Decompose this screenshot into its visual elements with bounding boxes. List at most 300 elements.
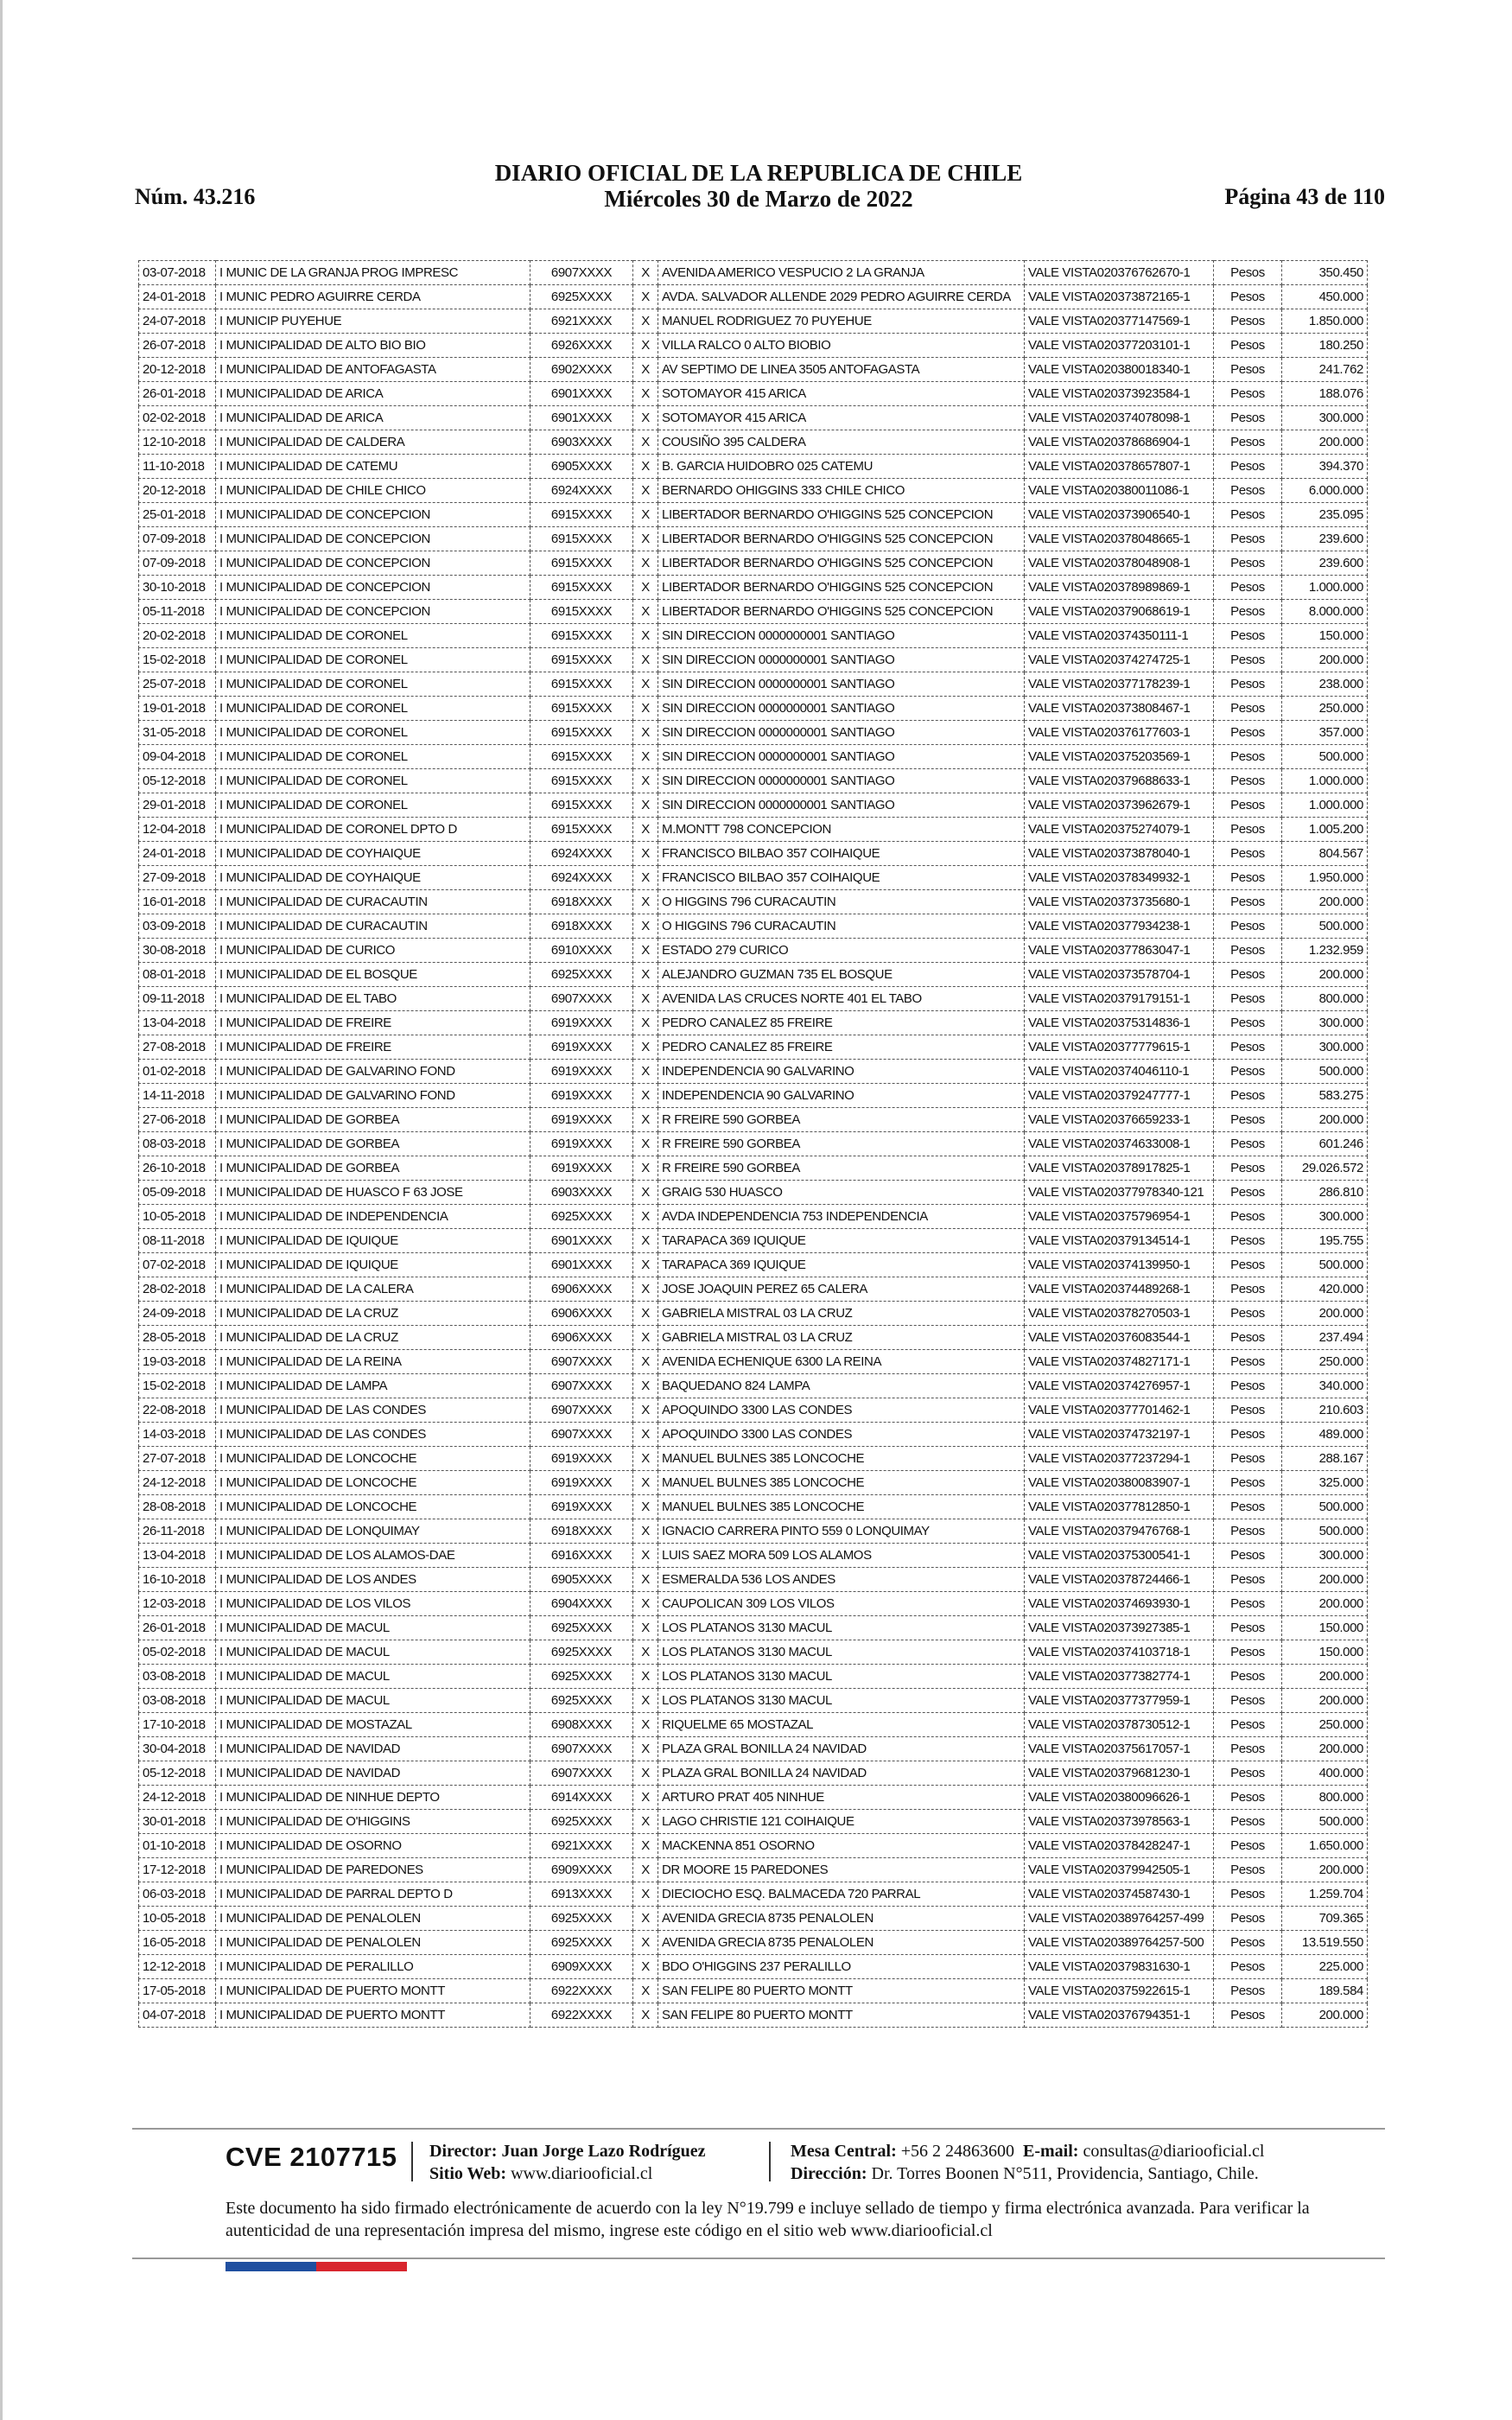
table-row xyxy=(139,406,1368,430)
code-cell: 6919XXXX xyxy=(530,1011,633,1035)
date-cell: 27-08-2018 xyxy=(139,1035,216,1060)
table-row xyxy=(139,334,1368,358)
currency-cell: Pesos xyxy=(1214,1495,1282,1519)
amount-cell: 450.000 xyxy=(1282,285,1368,309)
amount-cell: 200.000 xyxy=(1282,890,1368,914)
institution-cell: I MUNICIPALIDAD DE CORONEL xyxy=(216,648,530,672)
code-cell: 6907XXXX xyxy=(530,1737,633,1761)
document-cell: VALE VISTA020377934238-1 xyxy=(1025,914,1214,939)
table-row xyxy=(139,1689,1368,1713)
table-row xyxy=(139,963,1368,987)
table-row xyxy=(139,576,1368,600)
date-cell: 14-11-2018 xyxy=(139,1084,216,1108)
amount-cell: 400.000 xyxy=(1282,1761,1368,1786)
amount-cell: 200.000 xyxy=(1282,1665,1368,1689)
currency-cell: Pesos xyxy=(1214,1592,1282,1616)
document-cell: VALE VISTA020377203101-1 xyxy=(1025,334,1214,358)
code-cell: 6919XXXX xyxy=(530,1156,633,1181)
document-cell: VALE VISTA020378349932-1 xyxy=(1025,866,1214,890)
code-cell: 6925XXXX xyxy=(530,963,633,987)
document-cell: VALE VISTA020377237294-1 xyxy=(1025,1447,1214,1471)
address-cell: IGNACIO CARRERA PINTO 559 0 LONQUIMAY xyxy=(658,1519,1025,1544)
document-cell: VALE VISTA020375300541-1 xyxy=(1025,1544,1214,1568)
date-cell: 01-02-2018 xyxy=(139,1060,216,1084)
amount-cell: 225.000 xyxy=(1282,1955,1368,1979)
address-cell: PEDRO CANALEZ 85 FREIRE xyxy=(658,1035,1025,1060)
masthead xyxy=(132,160,1385,212)
amount-cell: 500.000 xyxy=(1282,1060,1368,1084)
mark-cell: X xyxy=(633,1084,658,1108)
date-cell: 17-10-2018 xyxy=(139,1713,216,1737)
mark-cell: X xyxy=(633,1326,658,1350)
code-cell: 6903XXXX xyxy=(530,1181,633,1205)
currency-cell: Pesos xyxy=(1214,1350,1282,1374)
institution-cell: I MUNICIPALIDAD DE CURICO xyxy=(216,939,530,963)
amount-cell: 1.000.000 xyxy=(1282,793,1368,818)
address-cell: TARAPACA 369 IQUIQUE xyxy=(658,1229,1025,1253)
amount-cell: 500.000 xyxy=(1282,745,1368,769)
code-cell: 6915XXXX xyxy=(530,503,633,527)
document-cell: VALE VISTA020374274725-1 xyxy=(1025,648,1214,672)
amount-cell: 286.810 xyxy=(1282,1181,1368,1205)
mark-cell: X xyxy=(633,1132,658,1156)
currency-cell: Pesos xyxy=(1214,963,1282,987)
institution-cell: I MUNICIPALIDAD DE PENALOLEN xyxy=(216,1907,530,1931)
date-cell: 30-08-2018 xyxy=(139,939,216,963)
table-row xyxy=(139,1810,1368,1834)
table-row xyxy=(139,1882,1368,1907)
institution-cell: I MUNICIPALIDAD DE MACUL xyxy=(216,1665,530,1689)
document-cell: VALE VISTA020377863047-1 xyxy=(1025,939,1214,963)
code-cell: 6918XXXX xyxy=(530,914,633,939)
amount-cell: 235.095 xyxy=(1282,503,1368,527)
address-cell: AVENIDA AMERICO VESPUCIO 2 LA GRANJA xyxy=(658,261,1025,285)
code-cell: 6921XXXX xyxy=(530,1834,633,1858)
address-cell: LOS PLATANOS 3130 MACUL xyxy=(658,1616,1025,1640)
document-cell: VALE VISTA020373808467-1 xyxy=(1025,697,1214,721)
mark-cell: X xyxy=(633,697,658,721)
table-row xyxy=(139,1326,1368,1350)
code-cell: 6919XXXX xyxy=(530,1447,633,1471)
amount-cell: 500.000 xyxy=(1282,1810,1368,1834)
table-row xyxy=(139,261,1368,285)
institution-cell: I MUNICIPALIDAD DE CONCEPCION xyxy=(216,576,530,600)
date-cell: 03-07-2018 xyxy=(139,261,216,285)
code-cell: 6918XXXX xyxy=(530,890,633,914)
institution-cell: I MUNICIPALIDAD DE CORONEL xyxy=(216,624,530,648)
document-cell: VALE VISTA020379476768-1 xyxy=(1025,1519,1214,1544)
date-cell: 26-07-2018 xyxy=(139,334,216,358)
amount-cell: 188.076 xyxy=(1282,382,1368,406)
table-row xyxy=(139,1084,1368,1108)
amount-cell: 300.000 xyxy=(1282,1205,1368,1229)
amount-cell: 300.000 xyxy=(1282,406,1368,430)
mark-cell: X xyxy=(633,1108,658,1132)
institution-cell: I MUNICIPALIDAD DE FREIRE xyxy=(216,1035,530,1060)
document-cell: VALE VISTA020379134514-1 xyxy=(1025,1229,1214,1253)
address-cell: INDEPENDENCIA 90 GALVARINO xyxy=(658,1060,1025,1084)
currency-cell: Pesos xyxy=(1214,1302,1282,1326)
table-row xyxy=(139,1060,1368,1084)
address-text: Dr. Torres Boonen N°511, Providencia, Santiago, Chile. xyxy=(871,2164,1259,2183)
document-cell: VALE VISTA020374732197-1 xyxy=(1025,1423,1214,1447)
code-cell: 6919XXXX xyxy=(530,1132,633,1156)
institution-cell: I MUNICIPALIDAD DE FREIRE xyxy=(216,1011,530,1035)
code-cell: 6913XXXX xyxy=(530,1882,633,1907)
document-cell: VALE VISTA020374103718-1 xyxy=(1025,1640,1214,1665)
table-row xyxy=(139,1447,1368,1471)
issue-number: Núm. 43.216 xyxy=(135,184,256,209)
address-cell: APOQUINDO 3300 LAS CONDES xyxy=(658,1398,1025,1423)
document-cell: VALE VISTA020389764257-499 xyxy=(1025,1907,1214,1931)
date-cell: 24-12-2018 xyxy=(139,1471,216,1495)
table-row xyxy=(139,866,1368,890)
institution-cell: I MUNICIPALIDAD DE INDEPENDENCIA xyxy=(216,1205,530,1229)
date-cell: 14-03-2018 xyxy=(139,1423,216,1447)
currency-cell: Pesos xyxy=(1214,358,1282,382)
address-cell: MACKENNA 851 OSORNO xyxy=(658,1834,1025,1858)
table-row xyxy=(139,1786,1368,1810)
address-cell: VILLA RALCO 0 ALTO BIOBIO xyxy=(658,334,1025,358)
institution-cell: I MUNICIPALIDAD DE ARICA xyxy=(216,406,530,430)
currency-cell: Pesos xyxy=(1214,866,1282,890)
director-label: Director: xyxy=(429,2142,498,2161)
page-header xyxy=(132,160,1385,220)
institution-cell: I MUNICIPALIDAD DE CORONEL xyxy=(216,793,530,818)
date-cell: 12-03-2018 xyxy=(139,1592,216,1616)
amount-cell: 180.250 xyxy=(1282,334,1368,358)
date-cell: 09-04-2018 xyxy=(139,745,216,769)
document-cell: VALE VISTA020380018340-1 xyxy=(1025,358,1214,382)
date-cell: 12-04-2018 xyxy=(139,818,216,842)
amount-cell: 200.000 xyxy=(1282,648,1368,672)
institution-cell: I MUNICIPALIDAD DE NINHUE DEPTO xyxy=(216,1786,530,1810)
table-row xyxy=(139,1979,1368,2003)
institution-cell: I MUNICIPALIDAD DE LONCOCHE xyxy=(216,1495,530,1519)
code-cell: 6925XXXX xyxy=(530,285,633,309)
mark-cell: X xyxy=(633,1834,658,1858)
mark-cell: X xyxy=(633,1060,658,1084)
currency-cell: Pesos xyxy=(1214,1084,1282,1108)
currency-cell: Pesos xyxy=(1214,430,1282,455)
address-cell: APOQUINDO 3300 LAS CONDES xyxy=(658,1423,1025,1447)
date-cell: 28-05-2018 xyxy=(139,1326,216,1350)
mark-cell: X xyxy=(633,1277,658,1302)
address-cell: COUSIÑO 395 CALDERA xyxy=(658,430,1025,455)
currency-cell: Pesos xyxy=(1214,1229,1282,1253)
amount-cell: 1.232.959 xyxy=(1282,939,1368,963)
table-row xyxy=(139,914,1368,939)
code-cell: 6925XXXX xyxy=(530,1640,633,1665)
address-cell: INDEPENDENCIA 90 GALVARINO xyxy=(658,1084,1025,1108)
document-cell: VALE VISTA020379831630-1 xyxy=(1025,1955,1214,1979)
address-cell: MANUEL BULNES 385 LONCOCHE xyxy=(658,1447,1025,1471)
table-row xyxy=(139,1640,1368,1665)
mark-cell: X xyxy=(633,1423,658,1447)
currency-cell: Pesos xyxy=(1214,406,1282,430)
table-row xyxy=(139,1713,1368,1737)
address-cell: AVENIDA LAS CRUCES NORTE 401 EL TABO xyxy=(658,987,1025,1011)
currency-cell: Pesos xyxy=(1214,745,1282,769)
table-row xyxy=(139,1907,1368,1931)
table-row xyxy=(139,697,1368,721)
amount-cell: 300.000 xyxy=(1282,1011,1368,1035)
currency-cell: Pesos xyxy=(1214,1761,1282,1786)
currency-cell: Pesos xyxy=(1214,1205,1282,1229)
address-cell: SIN DIRECCION 0000000001 SANTIAGO xyxy=(658,672,1025,697)
address-cell: SIN DIRECCION 0000000001 SANTIAGO xyxy=(658,793,1025,818)
institution-cell: I MUNICIPALIDAD DE CONCEPCION xyxy=(216,503,530,527)
mesa-phone: +56 2 24863600 xyxy=(900,2142,1015,2161)
mark-cell: X xyxy=(633,963,658,987)
date-cell: 28-02-2018 xyxy=(139,1277,216,1302)
document-cell: VALE VISTA020375203569-1 xyxy=(1025,745,1214,769)
institution-cell: I MUNICIPALIDAD DE GORBEA xyxy=(216,1156,530,1181)
date-cell: 15-02-2018 xyxy=(139,648,216,672)
institution-cell: I MUNICIPALIDAD DE LA CALERA xyxy=(216,1277,530,1302)
site-link[interactable]: www.diariooficial.cl xyxy=(511,2164,653,2183)
mark-cell: X xyxy=(633,1229,658,1253)
institution-cell: I MUNICIPALIDAD DE CONCEPCION xyxy=(216,600,530,624)
document-cell: VALE VISTA020379179151-1 xyxy=(1025,987,1214,1011)
document-cell: VALE VISTA020373872165-1 xyxy=(1025,285,1214,309)
mark-cell: X xyxy=(633,1447,658,1471)
address-cell: LIBERTADOR BERNARDO O'HIGGINS 525 CONCEPCION xyxy=(658,551,1025,576)
code-cell: 6919XXXX xyxy=(530,1035,633,1060)
table-row xyxy=(139,1931,1368,1955)
date-cell: 07-09-2018 xyxy=(139,551,216,576)
mark-cell: X xyxy=(633,721,658,745)
document-cell: VALE VISTA020373735680-1 xyxy=(1025,890,1214,914)
currency-cell: Pesos xyxy=(1214,1955,1282,1979)
mark-cell: X xyxy=(633,1907,658,1931)
document-cell: VALE VISTA020380083907-1 xyxy=(1025,1471,1214,1495)
currency-cell: Pesos xyxy=(1214,1447,1282,1471)
amount-cell: 709.365 xyxy=(1282,1907,1368,1931)
date-cell: 27-09-2018 xyxy=(139,866,216,890)
table-row xyxy=(139,1035,1368,1060)
address-cell: PLAZA GRAL BONILLA 24 NAVIDAD xyxy=(658,1737,1025,1761)
institution-cell: I MUNICIPALIDAD DE OSORNO xyxy=(216,1834,530,1858)
table-row xyxy=(139,551,1368,576)
mark-cell: X xyxy=(633,1519,658,1544)
address-cell: ESTADO 279 CURICO xyxy=(658,939,1025,963)
document-cell: VALE VISTA020379688633-1 xyxy=(1025,769,1214,793)
currency-cell: Pesos xyxy=(1214,1277,1282,1302)
amount-cell: 200.000 xyxy=(1282,430,1368,455)
code-cell: 6915XXXX xyxy=(530,818,633,842)
address-cell: BDO O'HIGGINS 237 PERALILLO xyxy=(658,1955,1025,1979)
footer-top-divider xyxy=(132,2128,1385,2130)
date-cell: 12-10-2018 xyxy=(139,430,216,455)
mark-cell: X xyxy=(633,358,658,382)
amount-cell: 1.259.704 xyxy=(1282,1882,1368,1907)
institution-cell: I MUNICIPALIDAD DE HUASCO F 63 JOSE xyxy=(216,1181,530,1205)
code-cell: 6919XXXX xyxy=(530,1108,633,1132)
institution-cell: I MUNICIPALIDAD DE NAVIDAD xyxy=(216,1737,530,1761)
table-row xyxy=(139,1229,1368,1253)
address-cell: R FREIRE 590 GORBEA xyxy=(658,1156,1025,1181)
date-cell: 16-05-2018 xyxy=(139,1931,216,1955)
currency-cell: Pesos xyxy=(1214,697,1282,721)
amount-cell: 357.000 xyxy=(1282,721,1368,745)
address-cell: O HIGGINS 796 CURACAUTIN xyxy=(658,914,1025,939)
table-row xyxy=(139,1011,1368,1035)
amount-cell: 200.000 xyxy=(1282,1568,1368,1592)
table-row xyxy=(139,1955,1368,1979)
code-cell: 6907XXXX xyxy=(530,1761,633,1786)
institution-cell: I MUNICIPALIDAD DE LAMPA xyxy=(216,1374,530,1398)
table-row xyxy=(139,1834,1368,1858)
address-cell: BERNARDO OHIGGINS 333 CHILE CHICO xyxy=(658,479,1025,503)
code-cell: 6903XXXX xyxy=(530,430,633,455)
currency-cell: Pesos xyxy=(1214,1374,1282,1398)
table-row xyxy=(139,1205,1368,1229)
document-cell: VALE VISTA020377178239-1 xyxy=(1025,672,1214,697)
amount-cell: 200.000 xyxy=(1282,1108,1368,1132)
email-link[interactable]: consultas@diariooficial.cl xyxy=(1083,2142,1265,2161)
institution-cell: I MUNICIPALIDAD DE PERALILLO xyxy=(216,1955,530,1979)
date-cell: 12-12-2018 xyxy=(139,1955,216,1979)
table-row xyxy=(139,890,1368,914)
date-cell: 07-09-2018 xyxy=(139,527,216,551)
document-cell: VALE VISTA020373578704-1 xyxy=(1025,963,1214,987)
address-cell: AVENIDA GRECIA 8735 PENALOLEN xyxy=(658,1931,1025,1955)
currency-cell: Pesos xyxy=(1214,1060,1282,1084)
institution-cell: I MUNICIPALIDAD DE CORONEL xyxy=(216,697,530,721)
document-cell: VALE VISTA020374078098-1 xyxy=(1025,406,1214,430)
amount-cell: 200.000 xyxy=(1282,1592,1368,1616)
address-cell: B. GARCIA HUIDOBRO 025 CATEMU xyxy=(658,455,1025,479)
currency-cell: Pesos xyxy=(1214,527,1282,551)
date-cell: 05-12-2018 xyxy=(139,769,216,793)
document-cell: VALE VISTA020375314836-1 xyxy=(1025,1011,1214,1035)
currency-cell: Pesos xyxy=(1214,1907,1282,1931)
date-cell: 16-10-2018 xyxy=(139,1568,216,1592)
currency-cell: Pesos xyxy=(1214,1931,1282,1955)
institution-cell: I MUNICIPALIDAD DE GALVARINO FOND xyxy=(216,1084,530,1108)
mark-cell: X xyxy=(633,939,658,963)
mark-cell: X xyxy=(633,1495,658,1519)
currency-cell: Pesos xyxy=(1214,600,1282,624)
date-cell: 03-08-2018 xyxy=(139,1665,216,1689)
document-cell: VALE VISTA020389764257-500 xyxy=(1025,1931,1214,1955)
institution-cell: I MUNICIPALIDAD DE LONCOCHE xyxy=(216,1471,530,1495)
document-cell: VALE VISTA020379681230-1 xyxy=(1025,1761,1214,1786)
mark-cell: X xyxy=(633,479,658,503)
code-cell: 6924XXXX xyxy=(530,479,633,503)
table-row xyxy=(139,503,1368,527)
table-row xyxy=(139,1495,1368,1519)
amount-cell: 1.005.200 xyxy=(1282,818,1368,842)
code-cell: 6907XXXX xyxy=(530,987,633,1011)
mark-cell: X xyxy=(633,1616,658,1640)
date-cell: 27-06-2018 xyxy=(139,1108,216,1132)
document-cell: VALE VISTA020378428247-1 xyxy=(1025,1834,1214,1858)
code-cell: 6907XXXX xyxy=(530,1398,633,1423)
code-cell: 6907XXXX xyxy=(530,1374,633,1398)
currency-cell: Pesos xyxy=(1214,1568,1282,1592)
table-row xyxy=(139,600,1368,624)
code-cell: 6924XXXX xyxy=(530,842,633,866)
address-cell: SOTOMAYOR 415 ARICA xyxy=(658,382,1025,406)
publication-date: Miércoles 30 de Marzo de 2022 xyxy=(604,186,913,212)
date-cell: 26-11-2018 xyxy=(139,1519,216,1544)
mark-cell: X xyxy=(633,890,658,914)
address-cell: LUIS SAEZ MORA 509 LOS ALAMOS xyxy=(658,1544,1025,1568)
currency-cell: Pesos xyxy=(1214,1253,1282,1277)
mark-cell: X xyxy=(633,793,658,818)
mark-cell: X xyxy=(633,648,658,672)
document-cell: VALE VISTA020373878040-1 xyxy=(1025,842,1214,866)
address-cell: LIBERTADOR BERNARDO O'HIGGINS 525 CONCEPCION xyxy=(658,600,1025,624)
amount-cell: 200.000 xyxy=(1282,1689,1368,1713)
table-row xyxy=(139,987,1368,1011)
institution-cell: I MUNICIPALIDAD DE MACUL xyxy=(216,1689,530,1713)
institution-cell: I MUNICIPALIDAD DE GORBEA xyxy=(216,1108,530,1132)
currency-cell: Pesos xyxy=(1214,914,1282,939)
institution-cell: I MUNICIPALIDAD DE CURACAUTIN xyxy=(216,890,530,914)
code-cell: 6904XXXX xyxy=(530,1592,633,1616)
document-cell: VALE VISTA020378917825-1 xyxy=(1025,1156,1214,1181)
mark-cell: X xyxy=(633,382,658,406)
institution-cell: I MUNICIPALIDAD DE LOS ALAMOS-DAE xyxy=(216,1544,530,1568)
address-cell: ARTURO PRAT 405 NINHUE xyxy=(658,1786,1025,1810)
table-row xyxy=(139,309,1368,334)
address-cell: GABRIELA MISTRAL 03 LA CRUZ xyxy=(658,1326,1025,1350)
mark-cell: X xyxy=(633,1931,658,1955)
institution-cell: I MUNICIPALIDAD DE GALVARINO FOND xyxy=(216,1060,530,1084)
amount-cell: 340.000 xyxy=(1282,1374,1368,1398)
currency-cell: Pesos xyxy=(1214,503,1282,527)
currency-cell: Pesos xyxy=(1214,890,1282,914)
code-cell: 6901XXXX xyxy=(530,1253,633,1277)
date-cell: 27-07-2018 xyxy=(139,1447,216,1471)
institution-cell: I MUNICIPALIDAD DE CALDERA xyxy=(216,430,530,455)
amount-cell: 500.000 xyxy=(1282,1519,1368,1544)
document-cell: VALE VISTA020378270503-1 xyxy=(1025,1302,1214,1326)
director-info xyxy=(429,2140,706,2185)
code-cell: 6925XXXX xyxy=(530,1689,633,1713)
currency-cell: Pesos xyxy=(1214,455,1282,479)
institution-cell: I MUNICIPALIDAD DE CURACAUTIN xyxy=(216,914,530,939)
amount-cell: 241.762 xyxy=(1282,358,1368,382)
document-cell: VALE VISTA020375922615-1 xyxy=(1025,1979,1214,2003)
document-cell: VALE VISTA020378724466-1 xyxy=(1025,1568,1214,1592)
currency-cell: Pesos xyxy=(1214,1326,1282,1350)
footer-divider-1 xyxy=(411,2142,413,2181)
currency-cell: Pesos xyxy=(1214,1398,1282,1423)
table-row xyxy=(139,721,1368,745)
currency-cell: Pesos xyxy=(1214,1689,1282,1713)
date-cell: 01-10-2018 xyxy=(139,1834,216,1858)
document-cell: VALE VISTA020376794351-1 xyxy=(1025,2003,1214,2028)
mark-cell: X xyxy=(633,672,658,697)
document-cell: VALE VISTA020374489268-1 xyxy=(1025,1277,1214,1302)
code-cell: 6907XXXX xyxy=(530,1350,633,1374)
mark-cell: X xyxy=(633,769,658,793)
amount-cell: 200.000 xyxy=(1282,2003,1368,2028)
code-cell: 6915XXXX xyxy=(530,672,633,697)
amount-cell: 500.000 xyxy=(1282,1253,1368,1277)
address-cell: MANUEL RODRIGUEZ 70 PUYEHUE xyxy=(658,309,1025,334)
code-cell: 6907XXXX xyxy=(530,261,633,285)
date-cell: 29-01-2018 xyxy=(139,793,216,818)
document-cell: VALE VISTA020374633008-1 xyxy=(1025,1132,1214,1156)
amount-cell: 237.494 xyxy=(1282,1326,1368,1350)
mark-cell: X xyxy=(633,1640,658,1665)
address-cell: AVENIDA ECHENIQUE 6300 LA REINA xyxy=(658,1350,1025,1374)
